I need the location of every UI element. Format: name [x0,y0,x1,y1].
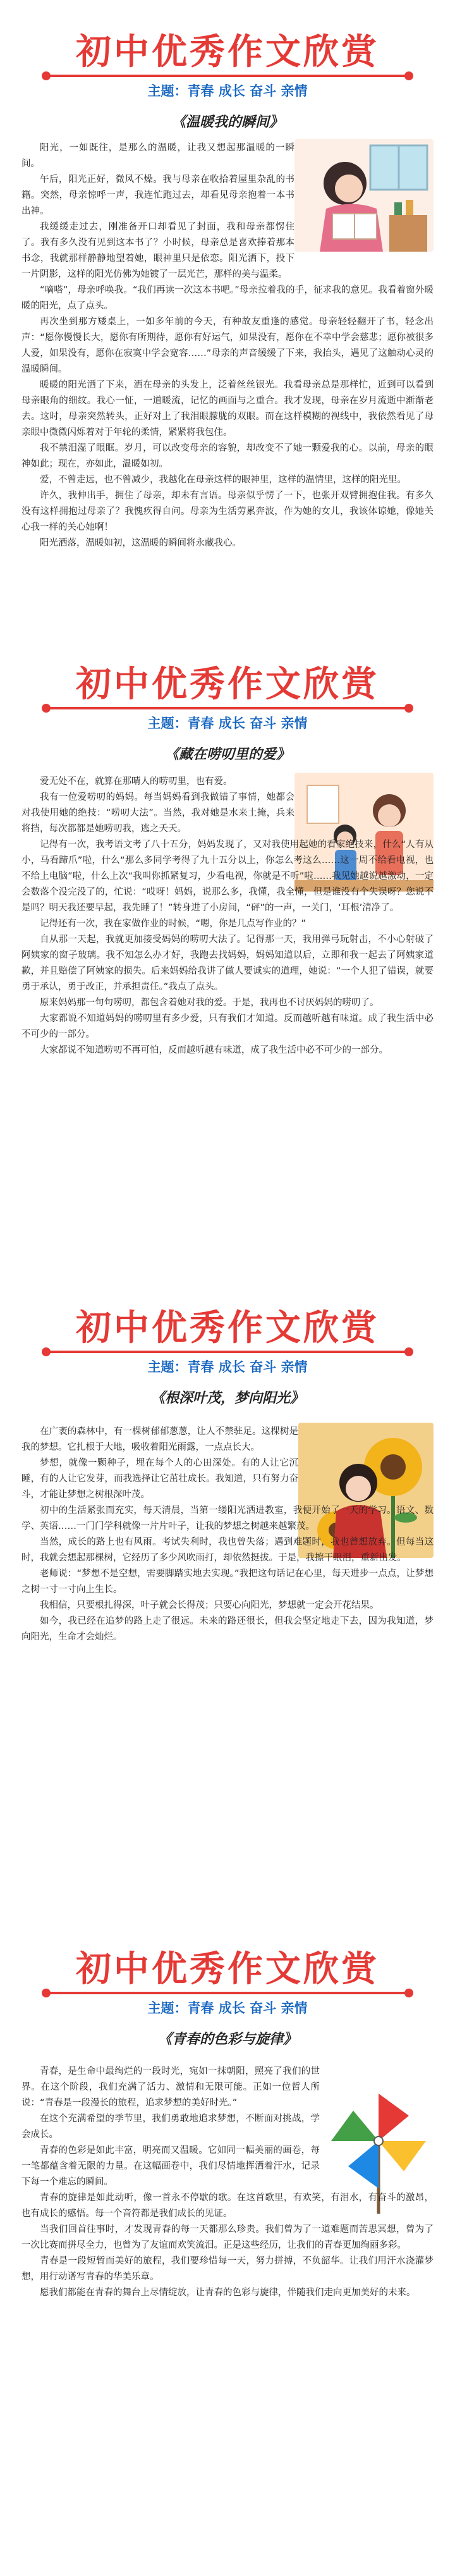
paragraph: 大家都说不知道唠叨不再可怕，反而越听越有味道，成了我生活中必不可少的一部分。 [40,1045,388,1055]
section-title: 初中优秀作文欣赏 [76,1948,379,1990]
essay-section-2 [0,632,455,1265]
essay-body [21,2064,434,2301]
section-title: 初中优秀作文欣赏 [76,1307,379,1349]
paragraph: 我相信，只要根扎得深，叶子就会长得茂；只要心向阳光，梦想就一定会开花结果。 [40,1600,379,1610]
paragraph: 初中的生活紧张而充实，每天清晨，当第一缕阳光洒进教室，我便开始了一天的学习。语文、数学、英语……一门门学科就像一片片叶子，让我的梦想之树越来越繁茂。 [21,1506,434,1531]
paragraph: 青春是一段短暂而美好的旅程，我们要珍惜每一天，努力拼搏，不负韶华。让我们用汗水浇灌梦想，用行动谱写青春的华美乐章。 [21,2256,434,2282]
essay-subtitle: 《根深叶茂，梦向阳光》 [150,1390,304,1406]
essay-body [21,774,434,1058]
paragraph: 梦想，就像一颗种子，埋在每个人的心田深处。有的人让它沉睡，有的人让它发芽，而我选择让它茁壮成长。我知道，只有努力奋斗，才能让梦想之树根深叶茂。 [21,1458,298,1500]
paragraph: 我有一位爱唠叨的妈妈。每当妈妈看到我做错了事情，她都会对我使用她的绝技：“唠叨大法”。当然，我对她是水来土掩，兵来将挡，每次都都是她唠叨我，逃之夭夭。 [21,792,294,834]
essay-body [21,1424,434,1645]
theme-line: 主题：青春 成长 奋斗 亲情 [147,2001,308,2016]
paragraph: 爱无处不在，就算在那晴人的唠叨里，也有爱。 [40,776,233,787]
essay-subtitle: 《温暖我的瞬间》 [171,114,283,130]
paragraph: 青春，是生命中最绚烂的一段时光，宛如一抹朝阳，照亮了我们的世界。在这个阶段，我们充满了活力、激情和无限可能。正如一位哲人所说：“青春是一段漫长的旅程，追求梦想的美好时光。” [21,2066,320,2108]
paragraph: 青春的旋律是如此动听，像一首永不停歇的歌。在这首歌里，有欢笑，有泪水，有奋斗的激昂，也有成长的感悟。每一个音符都是我们成长的见证。 [21,2193,434,2219]
essay-body [21,140,434,551]
paragraph: 愿我们都能在青春的舞台上尽情绽放，让青春的色彩与旋律，伴随我们走向更加美好的未来。 [40,2288,416,2298]
paragraph: 老师说：“梦想不是空想，需要脚踏实地去实现。”我把这句话记在心里，每天进步一点点，让梦想之树一寸一寸向上生长。 [21,1569,434,1595]
paragraph: 记得有一次，我考语文考了八十五分，妈妈发现了，又对我使用起她的看家绝技来，什么“人有从小，马看蹄爪”啦，什么“那么多同学考得了九十五分以上，你怎么考这么……这一周不给看电视，也不给上电脑”啦，什么上次“我叫你抓紧复习，少看电视，你就是不听”啦……我见她越说越激动，一定会数落个没完没了的，忙说：“哎呀！妈妈，说那么多，我懂，我全懂，但是谁没有个失误呀？您说不是吗？明天我还要早起，我先睡了！”转身进了小房间，“砰”的一声，一关门，‘耳根’清净了。 [21,840,434,913]
title-underline [44,1992,411,1994]
paragraph: 自从那一天起，我就更加接受妈妈的唠叨大法了。记得那一天，我用弹弓玩射击，不小心射破了阿姨家的窗子玻璃。我不知怎么办才好，我跑去找妈妈，妈妈知道以后，立即和我一起去了阿姨家道歉，并且赔偿了阿姨家的损失。后来妈妈给我讲了做人要诚实的道理，她说：“一个人犯了错误，就要勇于承认，勇于改正，并承担责任。”我点了点头。 [21,935,434,992]
paragraph: 当然，成长的路上也有风雨。考试失利时，我也曾失落；遇到难题时，我也曾想放弃。但每当这时，我就会想起那棵树，它经历了多少风吹雨打，却依然挺拔。于是，我擦干眼泪，重新出发。 [21,1537,434,1563]
paragraph: 再次坐到那方矮桌上，一如多年前的今天，有种故友重逢的感觉。母亲轻轻翻开了书，轻念出声：“愿你慢慢长大，愿你有所期待，愿你有好运气，如果没有，愿你在不幸中学会慈悲；愿你被很多人爱，如果没有，愿你在寂寞中学会宽容……”母亲的声音缓缓了下来，我抬头，遇见了这触动心灵的温暖瞬间。 [21,317,434,374]
paragraph: 阳光，一如既往，是那么的温暖，让我又想起那温暖的一瞬间。 [21,143,294,169]
essay-section-4 [0,1922,455,2576]
section-title: 初中优秀作文欣赏 [76,31,379,73]
theme-line: 主题：青春 成长 奋斗 亲情 [147,716,308,731]
paragraph: 午后，阳光正好，微风不燥。我与母亲在收拾着屋里杂乱的书籍。突然，母亲惊呼一声，我连忙跑过去，却看见母亲抱着一本书出神。 [21,175,294,216]
essay-subtitle: 《藏在唠叨里的爱》 [164,746,290,763]
essay-section-3 [0,1276,455,1915]
title-underline [44,707,411,709]
paragraph: 我缓缓走过去，刚准备开口却看见了封面，我和母亲都愣住了。我有多久没有见到这本书了？小时候，母亲总是喜欢捧着那本书念，我就那样静静地望着她，眼神里只是依恋。阳光洒下，投下一片阴影，这样的阳光仿佛为她镀了一层光芒，那样的美与温柔。 [21,222,294,279]
paragraph: 如今，我已经在追梦的路上走了很远。未来的路还很长，但我会坚定地走下去，因为我知道，梦向阳光，生命才会灿烂。 [21,1616,434,1642]
paragraph: 阳光洒落，温暖如初，这温暖的瞬间将永藏我心。 [40,538,241,548]
paragraph: 记得还有一次，我在家做作业的时候，“嗯，你是几点写作业的？” [40,919,306,929]
essay-section-1 [0,0,455,632]
paragraph: 我不禁泪湿了眼眶。岁月，可以改变母亲的容貌，却改变不了她一颗爱我的心。以前，母亲的眼神如此；现在，亦如此，温暖如初。 [21,443,434,469]
essay-subtitle: 《青春的色彩与旋律》 [157,2031,297,2047]
paragraph: 爱，不曾走远，也不曾减少，我越化在母亲这样的眼神里，这样的温情里，这样的阳光里。 [40,475,406,485]
paragraph: 原来妈妈那一句句唠叨，都包含着她对我的爱。于是，我再也不讨厌妈妈的唠叨了。 [40,998,379,1008]
section-title: 初中优秀作文欣赏 [76,663,379,705]
title-underline [44,75,411,77]
title-underline [44,1351,411,1353]
paragraph: 暖暖的阳光洒了下来，洒在母亲的头发上，泛着丝丝银光。我看母亲总是那样忙，近到可以看到母亲眼角的细纹。我心一怔，一道暖流，记忆的画面与之重合。我才发现，母亲在岁月流逝中渐渐老去。这时，母亲突然转头，正好对上了我泪眼朦胧的双眼。而在这样模糊的视线中，我依然看见了母亲眼中微微闪烁着对于年轮的柔情，紧紧将我包住。 [21,380,434,438]
paragraph: 青春的色彩是如此丰富，明亮而又温暖。它如同一幅美丽的画卷，每一笔都蕴含着无限的力量。在这幅画卷中，我们尽情地挥洒着汗水，记录下每一个难忘的瞬间。 [21,2145,320,2187]
paragraph: 许久，我伸出手，拥住了母亲，却未有言语。母亲似乎愣了一下，也张开双臂拥抱住我。有多久没有这样拥抱过母亲了？我愧疚得自问。母亲为生活劳累奔波，作为她的女儿，我该体谅她，像她关心我一样的关心她啊！ [21,491,434,532]
theme-line: 主题：青春 成长 奋斗 亲情 [147,1359,308,1375]
paragraph: 当我们回首往事时，才发现青春的每一天都那么珍贵。我们曾为了一道难题而苦思冥想，曾为了一次比赛而拼尽全力，也曾为了友谊而欢笑流泪。正是这些经历，让我们的青春更加绚丽多彩。 [21,2224,434,2250]
theme-line: 主题：青春 成长 奋斗 亲情 [147,83,308,99]
paragraph: 大家都说不知道妈妈的唠叨里有多少爱，只有我们才知道。反而越听越有味道。成了我生活中必不可少的一部分。 [21,1014,434,1040]
paragraph: 在广袤的森林中，有一棵树郁郁葱葱，让人不禁驻足。这棵树是我的梦想。它扎根于大地，吸收着阳光雨露，一点点长大。 [21,1426,298,1452]
paragraph: 在这个充满希望的季节里，我们勇敢地追求梦想，不断面对挑战，学会成长。 [21,2114,320,2140]
paragraph: “嘀嗒”，母亲呼唤我。“我们再读一次这本书吧。”母亲拉着我的手，征求我的意见。我看着窗外暖暖的阳光，点了点头。 [21,285,434,311]
